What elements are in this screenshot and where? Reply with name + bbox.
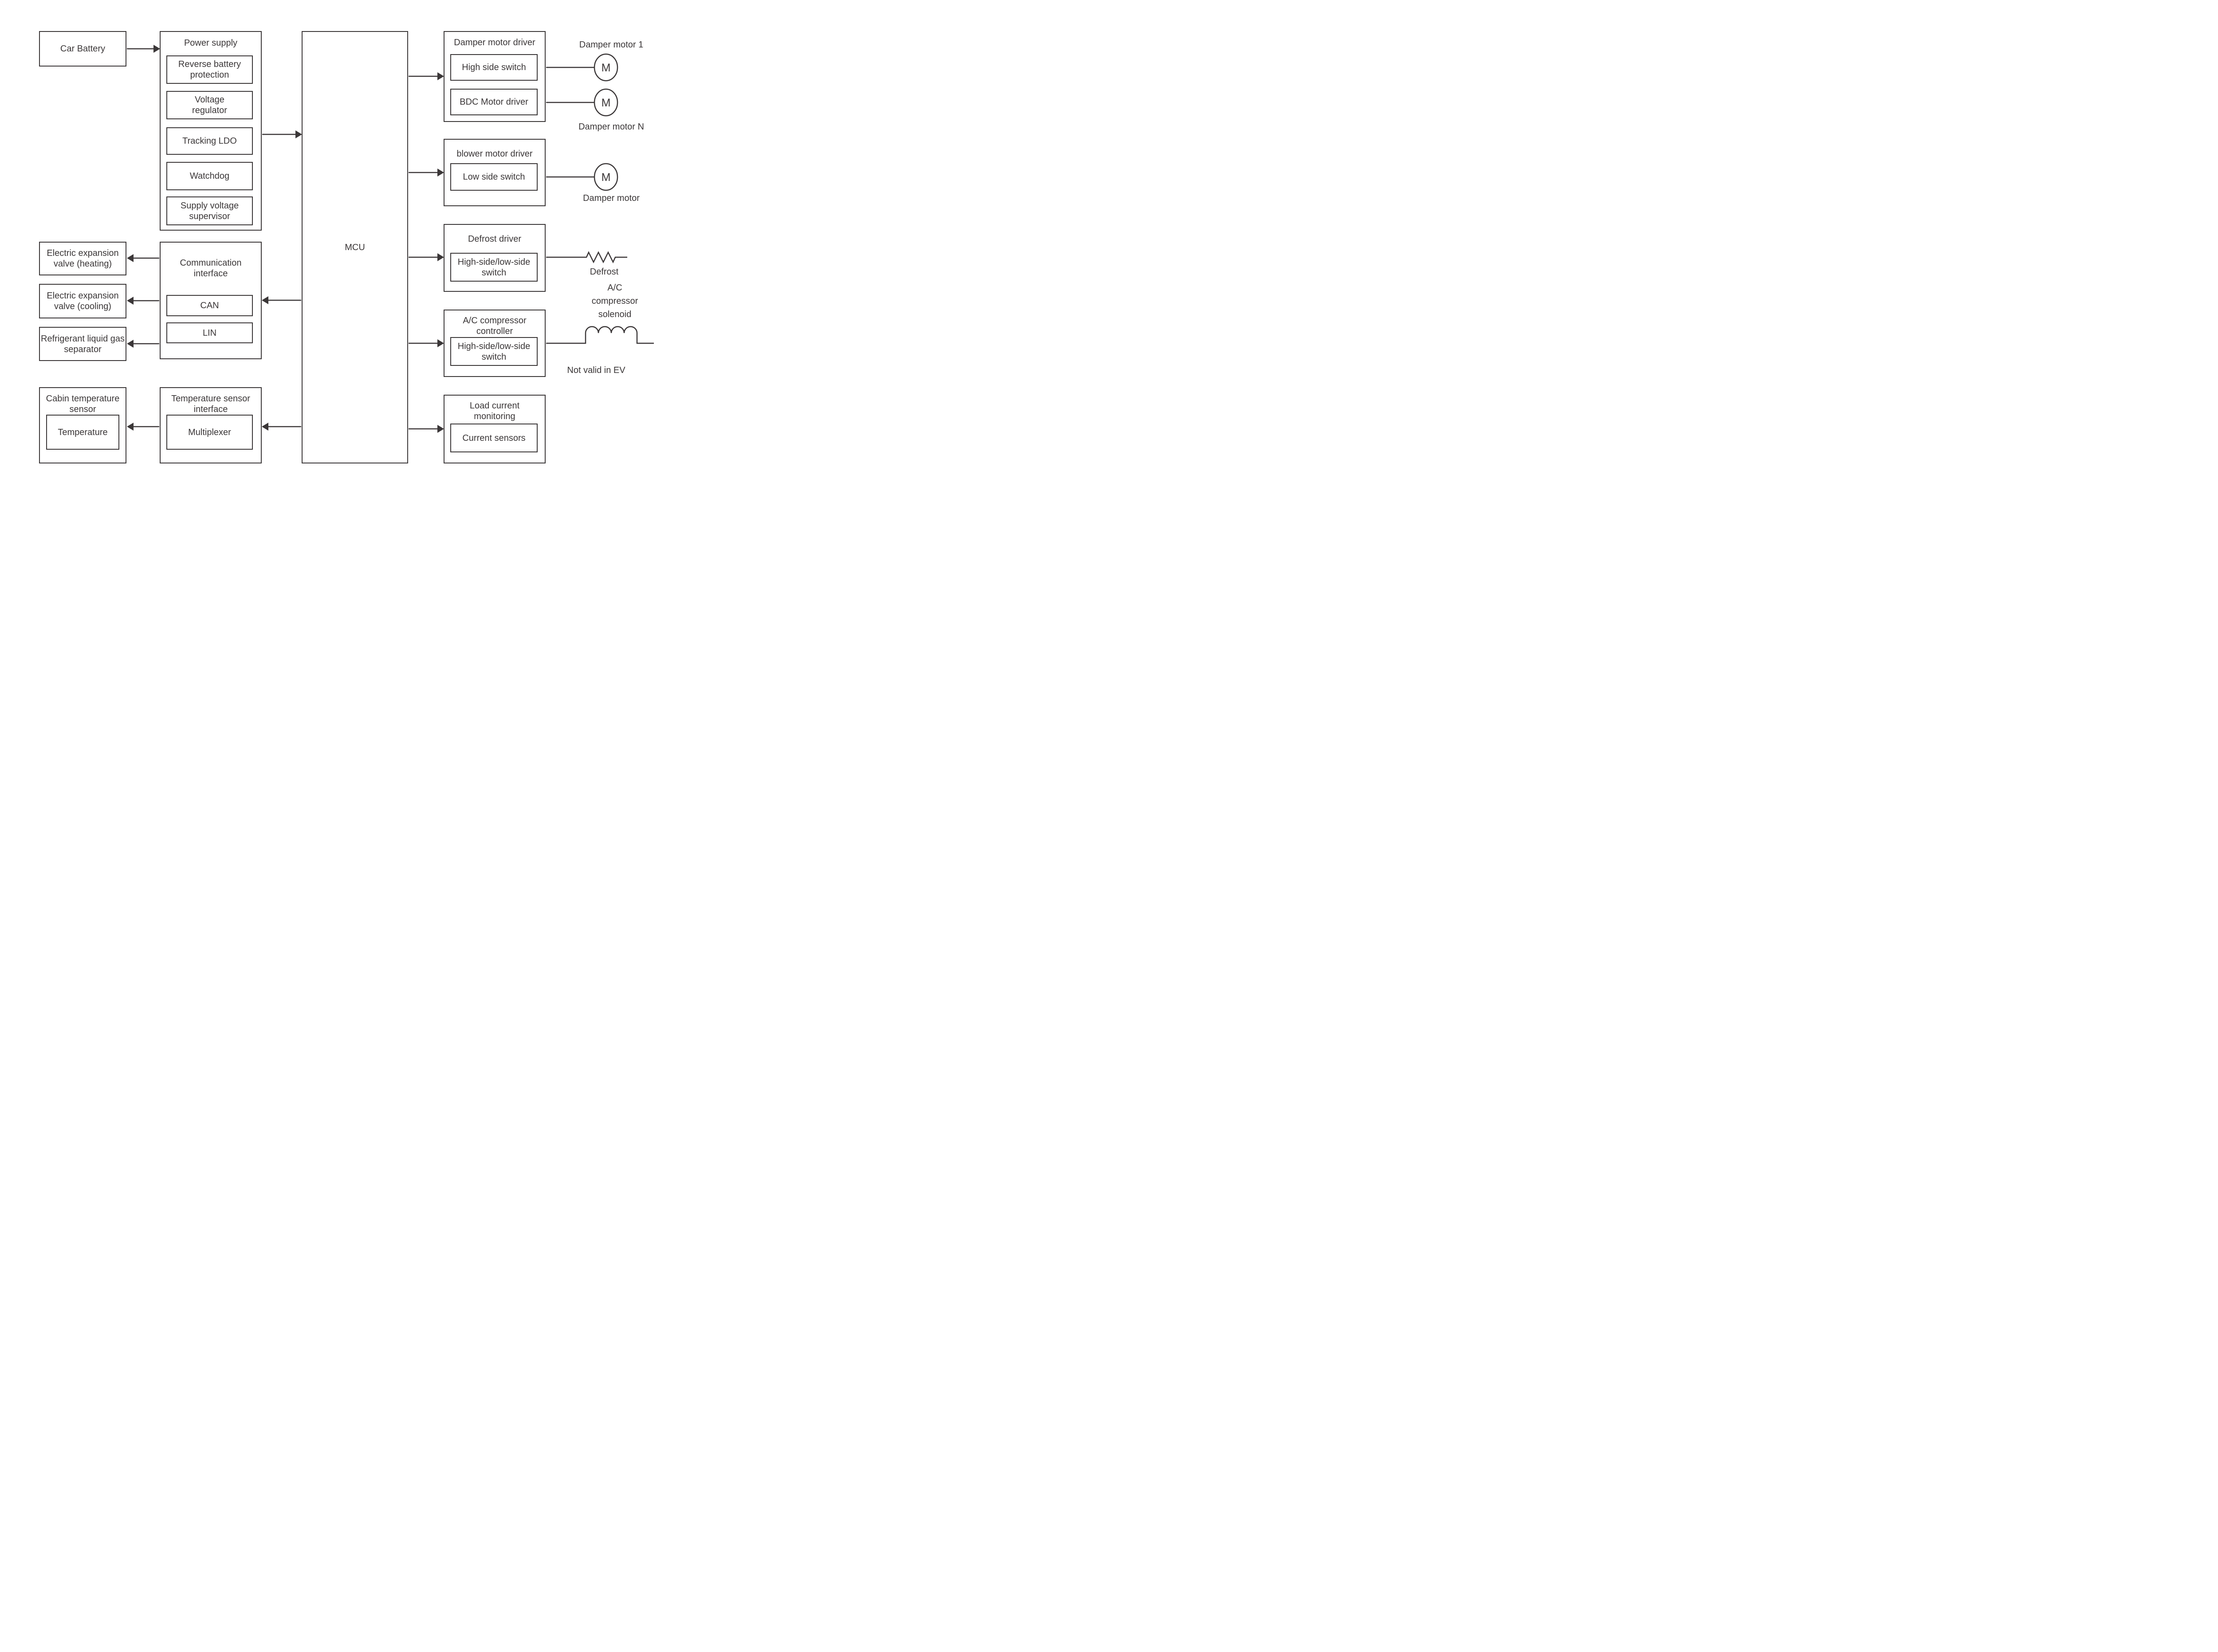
power-supply-item-tracking-ldo	[166, 127, 253, 155]
arrowhead-into-mcu	[295, 130, 302, 138]
load-current-monitoring-item-current-sensors	[450, 424, 538, 452]
solenoid-inductor-symbol	[546, 327, 654, 344]
mcu-label: MCU	[345, 242, 365, 252]
damper-motor-driver-item-bdc-motor-driver	[450, 89, 538, 115]
high-side-switch-label: High side switch	[462, 63, 526, 72]
damper-motor-driver-title: Damper motor driver	[454, 38, 535, 47]
cabin-temperature-sensor-title: Cabin temperature sensor	[46, 394, 120, 415]
defrost-switch-label: High-side/low-side switch	[457, 257, 531, 278]
power-supply-item-voltage-regulator	[166, 91, 253, 119]
defrost-driver-item-high-side-low-side-switch	[450, 253, 538, 282]
car-battery-label: Car Battery	[60, 44, 106, 54]
temperature-sensor-interface-item-multiplexer	[166, 415, 253, 450]
arrowhead-into-temperature-sensor-interface	[262, 423, 268, 431]
damper-motor-n-label: Damper motor N	[578, 122, 644, 132]
electric-expansion-valve-heating-box	[39, 242, 126, 275]
multiplexer-label: Multiplexer	[188, 427, 231, 437]
defrost-driver-title: Defrost driver	[468, 234, 522, 244]
can-label: CAN	[200, 301, 219, 310]
refrigerant-liquid-gas-separator-label: Refrigerant liquid gas separator	[41, 334, 125, 354]
motor-symbol-label: M	[601, 171, 611, 184]
communication-interface-item-lin	[166, 322, 253, 343]
load-current-monitoring-title: Load current monitoring	[469, 401, 520, 422]
power-supply-item-watchdog	[166, 162, 253, 190]
motor-symbol-label: M	[601, 97, 611, 109]
communication-interface-item-can	[166, 295, 253, 316]
watchdog-label: Watchdog	[189, 171, 230, 181]
ac-compressor-controller-item-high-side-low-side-switch	[450, 337, 538, 366]
arrowhead-into-load-current-monitoring	[437, 425, 444, 433]
car-battery-box	[39, 31, 126, 67]
reverse-battery-protection-label: Reverse battery protection	[178, 59, 241, 80]
ac-compressor-controller-title: A/C compressor controller	[463, 316, 527, 337]
arrowhead-into-ac-compressor-controller	[437, 339, 444, 347]
ac-switch-label: High-side/low-side switch	[457, 341, 531, 362]
defrost-resistor-symbol	[546, 252, 627, 262]
damper-motor-label: Damper motor	[583, 193, 640, 203]
blower-motor-driver-item-low-side-switch	[450, 163, 538, 191]
lin-label: LIN	[202, 328, 217, 338]
communication-interface-title: Communication interface	[180, 258, 242, 279]
arrowhead-into-cabin-temperature-sensor	[127, 423, 134, 431]
temperature-sensor-interface-title: Temperature sensor interface	[171, 394, 250, 415]
supply-voltage-supervisor-label: Supply voltage supervisor	[180, 200, 239, 221]
arrowhead-into-valve-cooling	[127, 297, 134, 305]
motor-symbol-label: M	[601, 62, 611, 74]
power-supply-item-supply-voltage-supervisor	[166, 196, 253, 225]
electric-expansion-valve-heating-label: Electric expansion valve (heating)	[47, 248, 119, 269]
hvac-block-diagram	[0, 0, 685, 510]
cabin-temperature-sensor-item-temperature	[46, 415, 119, 450]
voltage-regulator-label: Voltage regulator	[192, 95, 227, 115]
arrowhead-into-defrost-driver	[437, 253, 444, 261]
damper-motor-1-label: Damper motor 1	[579, 40, 644, 50]
tracking-ldo-label: Tracking LDO	[182, 136, 237, 146]
temperature-label: Temperature	[58, 427, 108, 437]
electric-expansion-valve-cooling-label: Electric expansion valve (cooling)	[47, 291, 119, 311]
arrowhead-into-communication-interface	[262, 296, 268, 304]
arrowhead-into-blower-motor-driver	[437, 169, 444, 177]
refrigerant-liquid-gas-separator-box	[39, 327, 126, 361]
defrost-load-label: Defrost	[590, 267, 619, 277]
arrowhead-into-gas-separator	[127, 340, 134, 348]
arrowhead-into-power-supply	[153, 45, 160, 53]
current-sensors-label: Current sensors	[462, 433, 526, 443]
mcu-box	[302, 31, 408, 463]
blower-motor-driver-title: blower motor driver	[456, 149, 533, 159]
ac-compressor-solenoid-label: A/C compressor solenoid	[591, 283, 638, 319]
bdc-motor-driver-label: BDC Motor driver	[460, 97, 528, 107]
arrowhead-into-valve-heating	[127, 254, 134, 262]
damper-motor-driver-item-high-side-switch	[450, 54, 538, 81]
not-valid-in-ev-label: Not valid in EV	[567, 365, 625, 375]
power-supply-item-reverse-battery-protection	[166, 55, 253, 84]
electric-expansion-valve-cooling-box	[39, 284, 126, 318]
arrowhead-into-damper-motor-driver	[437, 72, 444, 80]
low-side-switch-label: Low side switch	[463, 172, 525, 182]
power-supply-title: Power supply	[184, 38, 238, 48]
